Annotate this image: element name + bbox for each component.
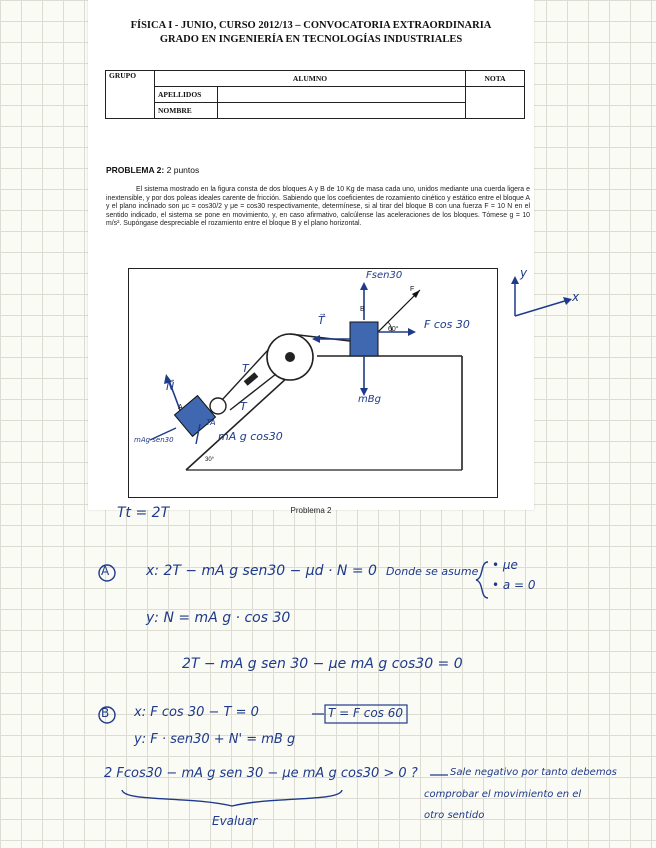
figure-caption: Problema 2 — [290, 506, 332, 515]
note-tt-2t: Tt = 2T — [117, 505, 170, 521]
y-axis-head — [511, 276, 519, 284]
note-mag-cos30: mA g cos30 — [218, 430, 283, 443]
note-t-upper: T — [242, 362, 249, 375]
problem-statement: El sistema mostrado en la figura consta de dos bloques A y B de 10 Kg de masa cada uno, unidos mediante una cuerda ligera e inextensible, y por dos poleas ideales carente de fricción. Sabiendo que los coeficientes de rozamiento cinético y estático entre el bloque A y el plano inclinado son μc = cos30/2 y μe = cos30 respectivamente, determínese, si al tirar del bloque B con una fuerza F = 10 N en el sentido indicado, el sistema se pone en movimiento, y, en caso afirmativo, calcúlense las aceleraciones de los bloques. Tómese g = 10 m/s². Supóngase despreciable el rozamiento entre el bloque B y el plano horizontal. — [106, 186, 530, 228]
note-t-lower: T — [240, 400, 247, 413]
note-fcos30: F cos 30 — [424, 318, 470, 331]
note-mbg: mBg — [358, 394, 381, 405]
exam-header-line2: GRADO EN INGENIERÍA EN TECNOLOGÍAS INDUSTRIALES — [159, 34, 463, 45]
note-conclusion-3: otro sentido — [424, 810, 485, 821]
note-magsen30: mAg sen30 — [134, 436, 174, 444]
note-evaluar: Evaluar — [212, 814, 258, 828]
nota-cell: NOTA — [466, 71, 525, 87]
note-axis-x: x — [572, 290, 580, 304]
arrow-fcos30-head — [408, 328, 416, 336]
grupo-cell: GRUPO — [106, 71, 155, 119]
label-angle-30: 30° — [205, 457, 215, 463]
problem-title-bold: PROBLEMA 2: — [106, 165, 165, 175]
note-conclusion-1: Sale negativo por tanto debemos — [450, 767, 617, 778]
label-block-b: B — [360, 306, 365, 313]
label-force-f: F — [410, 286, 415, 293]
eq-b-x: x: F cos 30 − T = 0 — [134, 705, 259, 720]
apellidos-cell: APELLIDOS — [155, 87, 218, 103]
evaluate-brace — [122, 790, 342, 806]
note-label-b: B — [101, 706, 110, 720]
eq-b-result: T = F cos 60 — [328, 706, 404, 720]
note-assume-a0: • a = 0 — [492, 578, 536, 592]
note-fsen30: Fsen30 — [366, 270, 403, 281]
arrow-fsen30-head — [360, 282, 368, 290]
problem-points: 2 puntos — [166, 165, 200, 175]
label-angle-60: 60° — [388, 326, 399, 333]
force-f-arrow — [378, 290, 420, 332]
fixed-pulley-axle — [285, 352, 295, 362]
eq-final-check: 2 Fcos30 − mA g sen 30 − μe mA g cos30 > 0 ? — [104, 766, 418, 781]
eq-b-y: y: F · sen30 + N' = mB g — [134, 732, 296, 747]
note-label-a: A — [101, 564, 110, 578]
nombre-cell: NOMBRE — [155, 103, 218, 119]
alumno-cell: ALUMNO — [155, 71, 466, 87]
note-assume-mue: • μe — [492, 558, 518, 572]
eq-a-y: y: N = mA g · cos 30 — [146, 610, 291, 626]
moving-pulley — [210, 398, 226, 414]
note-normal: N⃗ — [166, 380, 175, 393]
eq-a-combined: 2T − mA g sen 30 − μe mA g cos30 = 0 — [182, 656, 463, 672]
exam-header-line1: FÍSICA I - JUNIO, CURSO 2012/13 – CONVOCATORIA EXTRAORDINARIA — [130, 20, 492, 31]
note-donde-se-asume: Donde se asume — [386, 565, 479, 578]
eq-a-x: x: 2T − mA g sen30 − μd · N = 0 — [146, 563, 377, 579]
block-a — [175, 396, 216, 437]
note-t-vector: T⃗ — [318, 314, 325, 327]
x-axis — [515, 300, 568, 316]
note-conclusion-2: comprobar el movimiento en el — [424, 789, 582, 800]
note-axis-y: y — [520, 266, 528, 280]
block-b — [350, 322, 378, 356]
rope-upper — [222, 350, 268, 400]
label-block-a: A — [178, 404, 183, 411]
note-ta: TA — [206, 418, 216, 427]
